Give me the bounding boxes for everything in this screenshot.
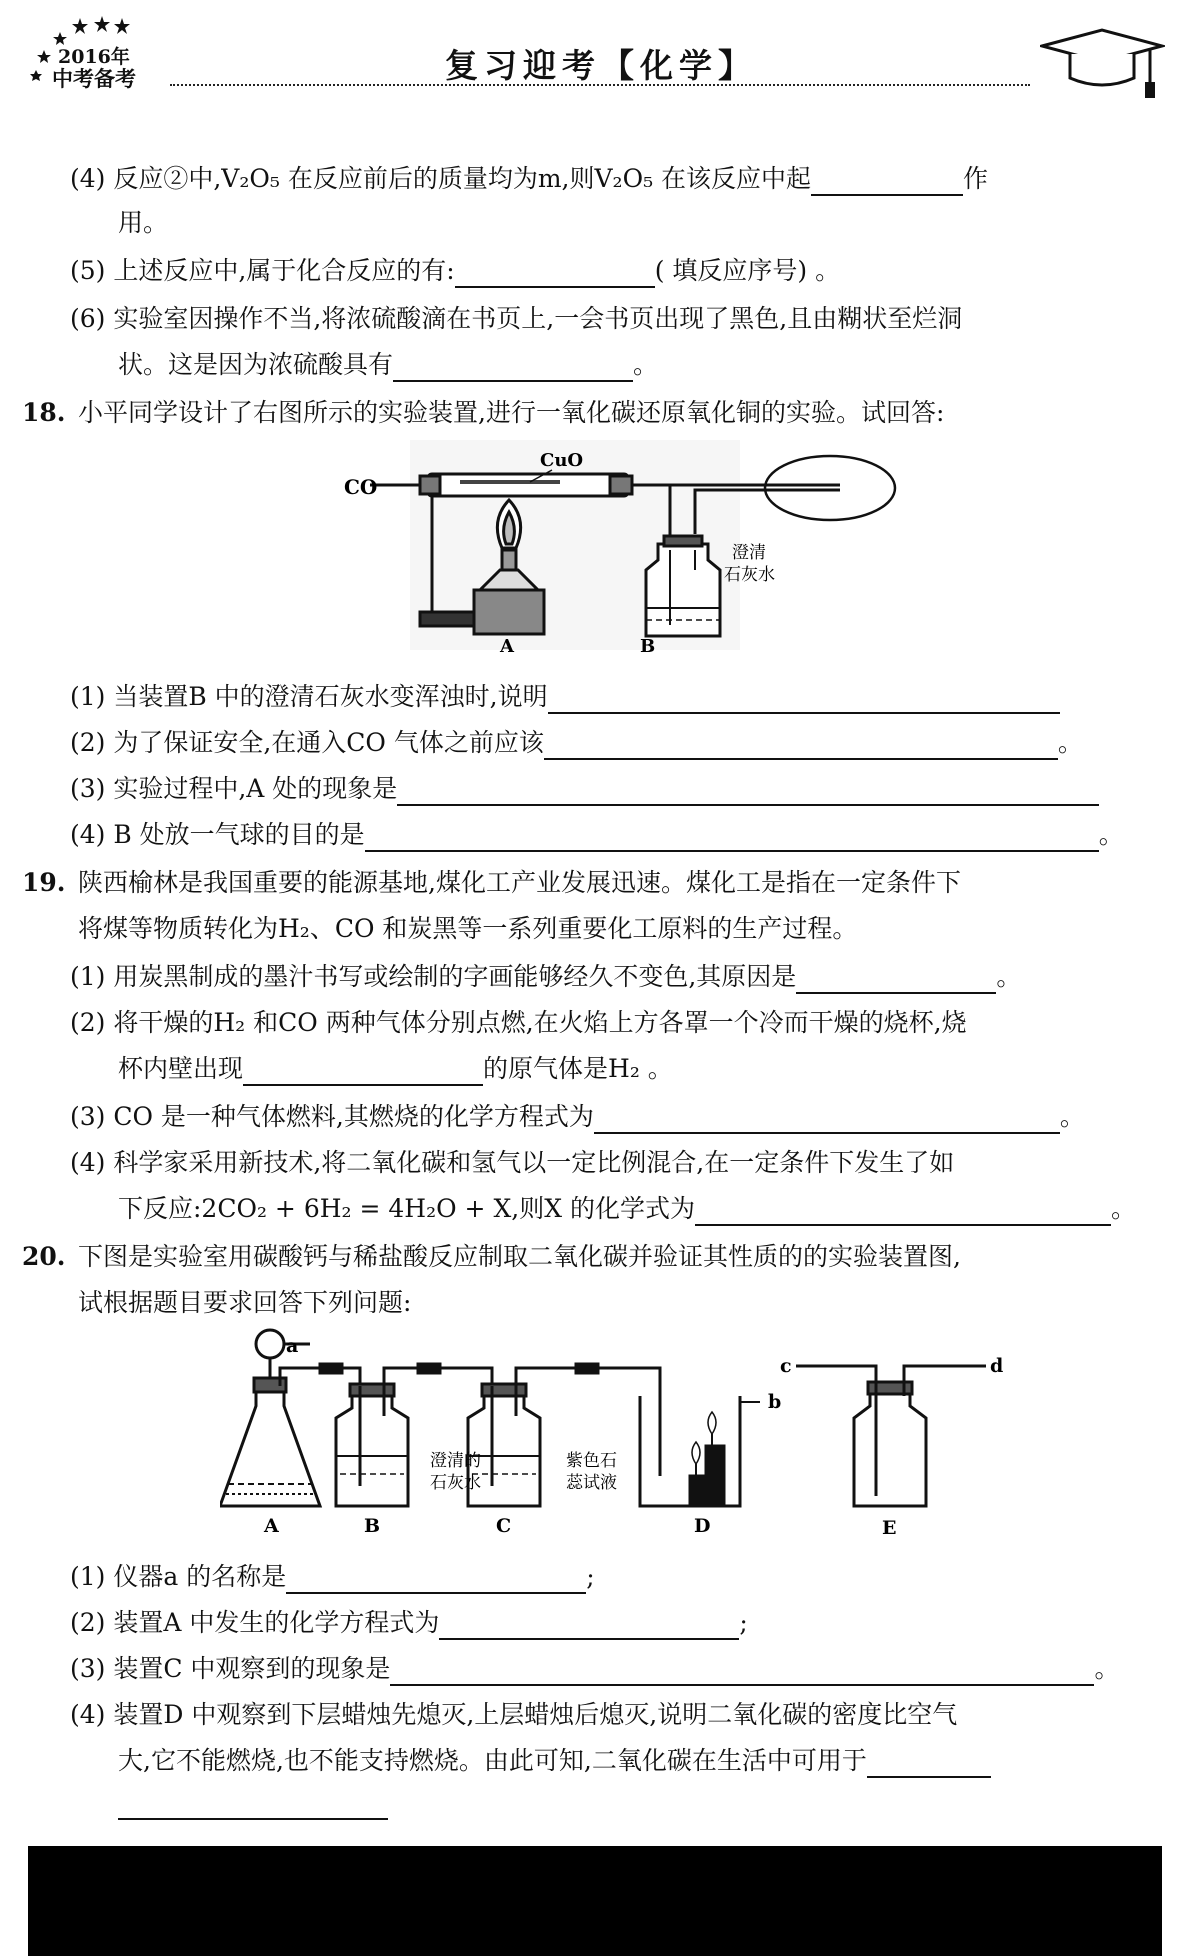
q19-stem-2: 将煤等物质转化为H₂、CO 和炭黑等一系列重要化工原料的生产过程。 [78, 914, 858, 943]
answer-blank[interactable] [796, 966, 996, 994]
co2-preparation-apparatus [220, 1326, 1020, 1542]
q20-1: (1) 仪器a 的名称是 ; [70, 1560, 595, 1594]
q19-3: (3) CO 是一种气体燃料,其燃烧的化学方程式为 。 [70, 1100, 1085, 1134]
q18-3: (3) 实验过程中,A 处的现象是 [70, 772, 1099, 806]
q19-2-line1: (2) 将干燥的H₂ 和CO 两种气体分别点燃,在火焰上方各罩一个冷而干燥的烧杯,烧 [70, 1008, 967, 1037]
header-rule [170, 84, 1030, 86]
footer-bar [28, 1846, 1162, 1956]
label-c-inlet: c [780, 1355, 792, 1377]
label-litmus-2: 蕊试液 [566, 1473, 617, 1493]
answer-blank[interactable] [243, 1058, 483, 1086]
q18-4: (4) B 处放一气球的目的是 。 [70, 818, 1124, 852]
label-a-funnel: a [286, 1335, 299, 1357]
label-b-beaker: b [768, 1391, 782, 1413]
label-a: A [500, 636, 514, 657]
label-a: A [264, 1515, 279, 1537]
label-limewater-1: 澄清 [732, 543, 766, 563]
q18-stem: 小平同学设计了右图所示的实验装置,进行一氧化碳还原氧化铜的实验。试回答: [78, 398, 945, 427]
q20-stem-1: 下图是实验室用碳酸钙与稀盐酸反应制取二氧化碳并验证其性质的的实验装置图, [78, 1242, 961, 1271]
label-limewater-2: 石灰水 [430, 1473, 481, 1493]
answer-blank[interactable] [390, 1658, 1094, 1686]
answer-blank-continued[interactable] [118, 1818, 388, 1820]
answer-blank[interactable] [286, 1566, 586, 1594]
answer-blank[interactable] [594, 1106, 1060, 1134]
q18-2: (2) 为了保证安全,在通入CO 气体之前应该 。 [70, 726, 1083, 760]
q19-stem-1: 陕西榆林是我国重要的能源基地,煤化工产业发展迅速。煤化工是指在一定条件下 [78, 868, 961, 897]
q20-2: (2) 装置A 中发生的化学方程式为 ; [70, 1606, 748, 1640]
answer-blank[interactable] [397, 778, 1099, 806]
q18-1: (1) 当装置B 中的澄清石灰水变浑浊时,说明 [70, 680, 1060, 714]
label-c: C [496, 1515, 512, 1537]
label-cuo: CuO [540, 450, 584, 471]
answer-blank[interactable] [393, 354, 633, 382]
q17-6-line2: 状。这是因为浓硫酸具有 。 [118, 348, 658, 382]
q17-4-line2: 用。 [118, 208, 169, 237]
co-reduction-apparatus [340, 440, 920, 660]
header-year: 2016年 [58, 46, 130, 68]
page-title: 复习迎考【化学】 [445, 46, 757, 85]
label-b: B [640, 636, 656, 657]
q17-5: (5) 上述反应中,属于化合反应的有: ( 填反应序号) 。 [70, 254, 840, 288]
q17-4-line1: (4) 反应②中,V₂O₅ 在反应前后的质量均为m,则V₂O₅ 在该反应中起 作 [70, 162, 988, 196]
q20-stem-2: 试根据题目要求回答下列问题: [78, 1288, 412, 1317]
answer-blank[interactable] [544, 732, 1058, 760]
answer-blank[interactable] [867, 1750, 991, 1778]
header-subtitle: 中考备考 [52, 66, 136, 91]
label-litmus-1: 紫色石 [566, 1451, 617, 1471]
answer-blank[interactable] [811, 168, 963, 196]
q19-1: (1) 用炭黑制成的墨汁书写或绘制的字画能够经久不变色,其原因是 。 [70, 960, 1021, 994]
q19-4-line2: 下反应:2CO₂ + 6H₂ = 4H₂O + X,则X 的化学式为 。 [118, 1192, 1136, 1226]
answer-blank[interactable] [365, 824, 1099, 852]
answer-blank[interactable] [548, 686, 1060, 714]
q18-number: 18. [22, 398, 66, 427]
answer-blank[interactable] [455, 260, 655, 288]
label-d-outlet: d [990, 1355, 1004, 1377]
answer-blank[interactable] [439, 1612, 739, 1640]
label-co: CO [344, 475, 378, 499]
q20-number: 20. [22, 1242, 66, 1271]
q19-2-line2: 杯内壁出现 的原气体是H₂ 。 [118, 1052, 673, 1086]
q20-3: (3) 装置C 中观察到的现象是 。 [70, 1652, 1119, 1686]
q19-4-line1: (4) 科学家采用新技术,将二氧化碳和氢气以一定比例混合,在一定条件下发生了如 [70, 1148, 955, 1177]
label-limewater-1: 澄清的 [430, 1451, 481, 1471]
label-b: B [364, 1515, 381, 1537]
answer-blank[interactable] [695, 1198, 1111, 1226]
q19-number: 19. [22, 868, 66, 897]
q20-4-line2: 大,它不能燃烧,也不能支持燃烧。由此可知,二氧化碳在生活中可用于 [118, 1744, 991, 1778]
label-limewater-2: 石灰水 [724, 565, 775, 585]
q17-6-line1: (6) 实验室因操作不当,将浓硫酸滴在书页上,一会书页出现了黑色,且由糊状至烂洞 [70, 304, 963, 333]
graduation-cap-icon [1040, 28, 1165, 100]
label-d: D [694, 1515, 711, 1537]
q20-4-line1: (4) 装置D 中观察到下层蜡烛先熄灭,上层蜡烛后熄灭,说明二氧化碳的密度比空气 [70, 1700, 958, 1729]
label-e: E [882, 1517, 897, 1539]
